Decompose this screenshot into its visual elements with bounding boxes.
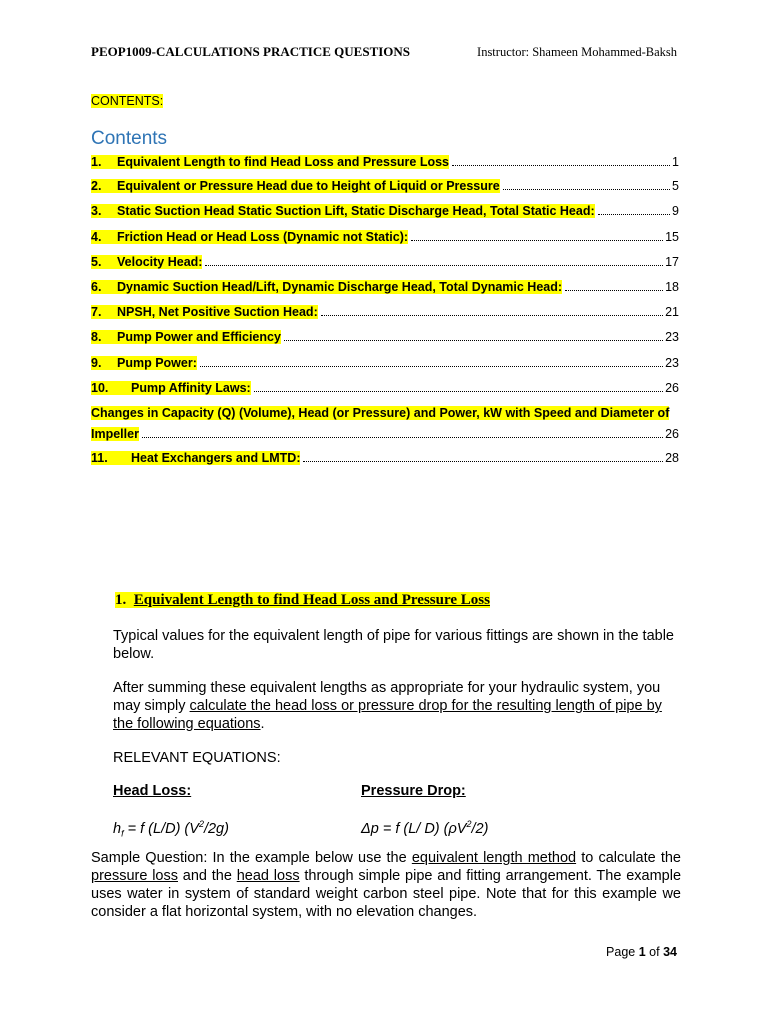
- toc-entry-title: Changes in Capacity (Q) (Volume), Head (or Pressure) and Power, kW with Speed and Diameter of: [91, 406, 670, 420]
- toc-entry-number: 8.: [91, 330, 102, 344]
- toc-heading: Contents: [91, 128, 168, 149]
- toc-entry-title: Pump Power and Efficiency: [117, 330, 281, 344]
- toc-entry-page: 26: [665, 427, 679, 441]
- paragraph-underlined-text: pressure loss: [91, 868, 178, 884]
- toc-entry-page: 21: [665, 305, 679, 319]
- paragraph-text: to calculate the: [576, 850, 681, 866]
- toc-entry-title: Dynamic Suction Head/Lift, Dynamic Discharge Head, Total Dynamic Head:: [117, 280, 563, 294]
- paragraph-text: Sample Question: In the example below use the: [91, 850, 412, 866]
- paragraph-summing: [113, 679, 683, 733]
- toc-entry-number: 4.: [91, 230, 102, 244]
- toc-entry[interactable]: [91, 356, 679, 374]
- toc-entry-page: 17: [665, 255, 679, 269]
- pressure-drop-label-text: Pressure Drop:: [361, 783, 466, 799]
- toc-entry-page: 28: [665, 451, 679, 465]
- equation-part: /2g): [203, 820, 229, 837]
- toc-entry-title: Velocity Head:: [117, 255, 203, 269]
- toc-entry-number: 5.: [91, 255, 102, 269]
- toc-entry-page: 5: [672, 179, 679, 193]
- toc-entry[interactable]: [91, 204, 679, 222]
- toc-entry[interactable]: [91, 280, 679, 298]
- toc-entry-title: NPSH, Net Positive Suction Head:: [117, 305, 318, 319]
- toc-entry-number: 2.: [91, 179, 102, 193]
- toc-entry[interactable]: [91, 179, 679, 197]
- toc-entry-number: 10.: [91, 381, 109, 395]
- footer-page-word: Page: [606, 945, 636, 959]
- toc-entry-title: Impeller: [91, 427, 139, 441]
- head-loss-equation: [113, 815, 229, 843]
- toc-entry-title: Equivalent Length to find Head Loss and Pressure Loss: [117, 155, 450, 169]
- toc-entry[interactable]: [91, 330, 679, 348]
- toc-entry-title: Static Suction Head Static Suction Lift, Static Discharge Head, Total Static Head:: [117, 204, 595, 218]
- paragraph-text: and the: [178, 868, 237, 884]
- contents-label-text: CONTENTS:: [91, 94, 164, 108]
- paragraph-text: After summing these equivalent lengths as appropriate for your hydraulic system, you may simply: [113, 680, 661, 714]
- toc-entry[interactable]: [91, 305, 679, 323]
- section-number: 1.: [115, 592, 127, 608]
- toc-entry-title: Pump Affinity Laws:: [131, 381, 251, 395]
- pressure-drop-label: [361, 782, 466, 800]
- footer-current-page: 1: [638, 945, 646, 959]
- paragraph-underlined-text: calculate the head loss or pressure drop for the resulting length of pipe by the following equations: [113, 698, 662, 732]
- equation-superscript: 2: [466, 819, 472, 829]
- equation-part: = f (L/D) (V: [123, 820, 199, 837]
- pressure-drop-equation: [361, 815, 488, 838]
- toc-entry-page: 9: [672, 204, 679, 218]
- toc-entry-wrapped-continuation[interactable]: [91, 427, 679, 445]
- paragraph-text: through simple pipe and fitting arrangement. The example uses water in system of standard weight carbon steel pipe. Note that for this example we consider a flat horizontal system, with no elevation changes.: [91, 868, 682, 920]
- equation-part: h: [113, 820, 122, 837]
- paragraph-sample-question: [91, 849, 681, 921]
- section-heading: [115, 592, 490, 609]
- toc-entry-number: 7.: [91, 305, 102, 319]
- toc-entry-number: 1.: [91, 155, 102, 169]
- head-loss-label-text: Head Loss:: [113, 783, 192, 799]
- paragraph-intro: Typical values for the equivalent length of pipe for various fittings are shown in the table below.: [113, 628, 674, 662]
- equation-superscript: 2: [198, 819, 204, 829]
- equation-subscript: f: [121, 828, 124, 839]
- footer-total-pages: 34: [663, 945, 677, 959]
- toc-entry[interactable]: [91, 381, 679, 399]
- paragraph-underlined-text: equivalent length method: [411, 850, 577, 866]
- toc-entry-wrapped[interactable]: [91, 406, 669, 420]
- paragraph-text: .: [260, 716, 265, 732]
- toc-entry-number: 11.: [91, 451, 108, 465]
- toc-entry[interactable]: [91, 255, 679, 273]
- section-title: Equivalent Length to find Head Loss and Pressure Loss: [133, 592, 490, 608]
- toc-entry-page: 1: [672, 155, 679, 169]
- equation-part: Δp = f (L/ D) (ρV: [361, 820, 467, 837]
- toc-entry-title: Heat Exchangers and LMTD:: [131, 451, 301, 465]
- document-header-instructor: Instructor: Shameen Mohammed-Baksh: [477, 45, 677, 59]
- footer-of-word: of: [649, 945, 660, 959]
- equation-part: /2): [471, 820, 489, 837]
- toc-entry[interactable]: [91, 155, 679, 173]
- toc-entry[interactable]: [91, 230, 679, 248]
- toc-entry-title: Equivalent or Pressure Head due to Height of Liquid or Pressure: [117, 179, 500, 193]
- page-footer: [606, 945, 677, 959]
- relevant-equations-label: RELEVANT EQUATIONS:: [113, 750, 281, 766]
- toc-entry-page: 15: [665, 230, 679, 244]
- toc-entry-page: 23: [665, 356, 679, 370]
- toc-entry-number: 9.: [91, 356, 102, 370]
- toc-entry-number: 6.: [91, 280, 102, 294]
- toc-entry-title: Pump Power:: [117, 356, 197, 370]
- toc-entry-title: Friction Head or Head Loss (Dynamic not Static):: [117, 230, 409, 244]
- contents-label: [91, 94, 163, 108]
- toc-entry-page: 23: [665, 330, 679, 344]
- head-loss-label: [113, 782, 191, 800]
- paragraph-underlined-text: head loss: [236, 868, 300, 884]
- toc-entry-page: 26: [665, 381, 679, 395]
- toc-entry-page: 18: [665, 280, 679, 294]
- document-header-title: PEOP1009-CALCULATIONS PRACTICE QUESTIONS: [91, 44, 411, 59]
- toc-entry[interactable]: [91, 451, 679, 469]
- toc-entry-number: 3.: [91, 204, 102, 218]
